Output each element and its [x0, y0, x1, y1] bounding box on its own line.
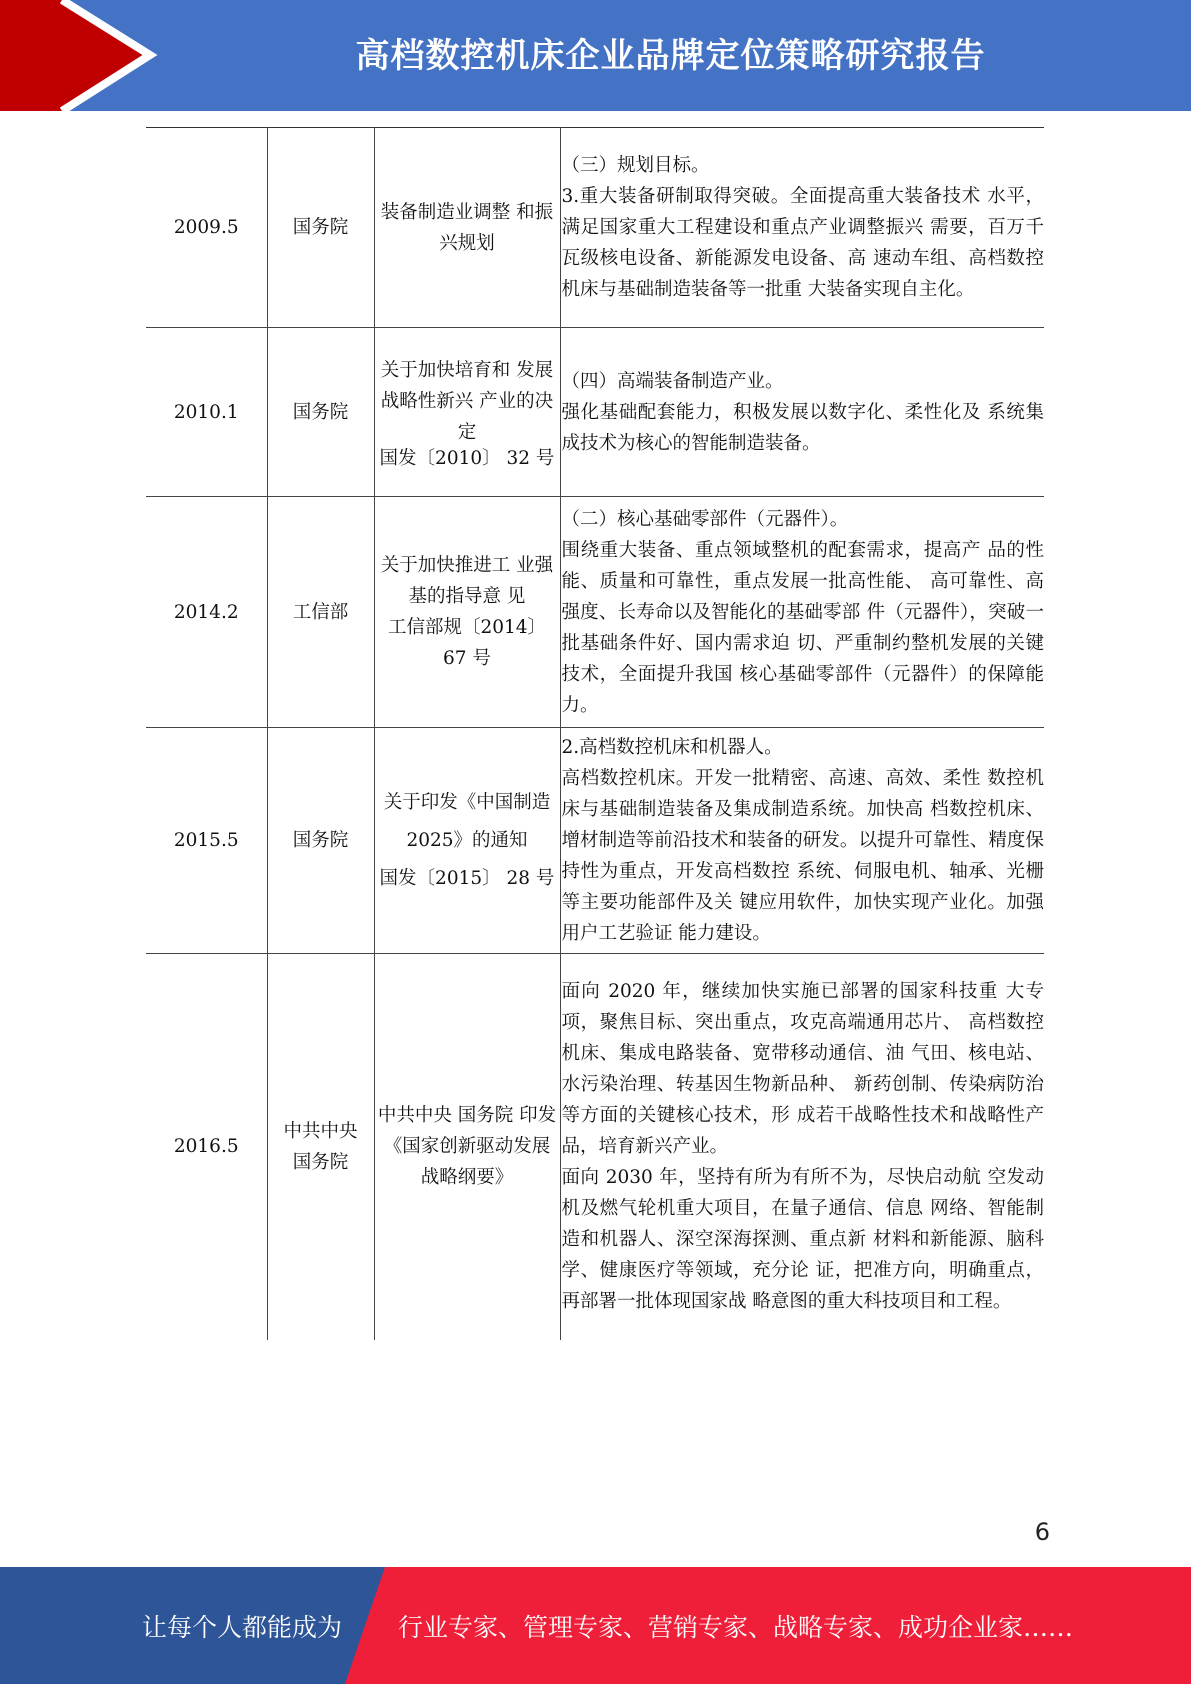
- policy-title: [374, 328, 560, 497]
- policy-content: [560, 328, 1044, 497]
- policy-department: [267, 954, 374, 1340]
- table-row: [146, 497, 1044, 728]
- policy-department: 国务院: [267, 728, 374, 954]
- policy-date: 2014.2: [146, 497, 267, 728]
- report-title: 高档数控机床企业品牌定位策略研究报告: [355, 35, 986, 76]
- table-row: [146, 128, 1044, 328]
- policy-document-number: 工信部规〔2014〕 67 号: [387, 617, 547, 669]
- policy-table: [146, 127, 1044, 1340]
- policy-document-number: 国发〔2010〕 32 号: [379, 447, 555, 469]
- policy-content-paragraph: 面向 2030 年，坚持有所为有所不为，尽快启动航 空发动机及燃气轮机重大项目，在量子通信、信息 网络、智能制造和机器人、深空深海探测、重点新 材料和新能源、脑科学、健康医疗等领域，充分论 证，把准方向，明确重点，再部署一批体现国家战 略意图的重大科技项目和工程。: [561, 1167, 1044, 1313]
- policy-title-text: 关于加快推进工 业强基的指导意 见: [380, 555, 554, 607]
- policy-content-paragraph: 高档数控机床。开发一批精密、高速、高效、柔性 数控机床与基础制造装备及集成制造系统。加快高 档数控机床、增材制造等前沿技术和装备的研发。以提升可靠性、精度保持性为重点，开发高档数控 系统、伺服电机、轴承、光栅等主要功能部件及关 键应用软件，加快实现产业化。加强用户工艺验证 能力建设。: [561, 768, 1044, 944]
- policy-document-number: 《国家创新驱动发展战略纲要》: [383, 1136, 551, 1189]
- policy-content: [560, 954, 1044, 1340]
- policy-content-paragraph: 面向 2020 年，继续加快实施已部署的国家科技重 大专项，聚焦目标、突出重点，攻克高端通用芯片、 高档数控机床、集成电路装备、宽带移动通信、油 气田、核电站、水污染治理、转基因生物新品种、 新药创制、传染病防治等方面的关键核心技术，形 成若干战略性技术和战略性产品，培育新兴产业。: [561, 981, 1044, 1158]
- policy-department-text: 中共中央 国务院: [283, 1120, 358, 1173]
- footer-slogan-left: 让每个人都能成为: [142, 1612, 343, 1642]
- page-header: [0, 0, 1191, 111]
- header-arrow-decoration: [0, 0, 160, 111]
- policy-department: 国务院: [267, 328, 374, 497]
- table-row: [146, 954, 1044, 1340]
- policy-date: 2015.5: [146, 728, 267, 954]
- table-row: [146, 728, 1044, 954]
- policy-document-number: 国发〔2015〕 28 号: [379, 867, 555, 889]
- policy-content: [560, 497, 1044, 728]
- policy-content-heading: （三）规划目标。: [561, 155, 710, 176]
- page-number: 6: [1034, 1518, 1050, 1546]
- policy-content: [560, 128, 1044, 328]
- table-row: [146, 328, 1044, 497]
- policy-date: 2010.1: [146, 328, 267, 497]
- policy-title: [374, 497, 560, 728]
- policy-content: [560, 728, 1044, 954]
- policy-title-text: 关于加快培育和 发展战略性新兴 产业的决定: [380, 359, 554, 443]
- policy-content-paragraph: 围绕重大装备、重点领域整机的配套需求，提高产 品的性能、质量和可靠性，重点发展一批高性能、 高可靠性、高强度、长寿命以及智能化的基础零部 件（元器件），突破一批基础条件好、国内需求迫 切、严重制约整机发展的关键技术，全面提升我国 核心基础零部件（元器件）的保障能力。: [561, 539, 1044, 716]
- policy-content-heading: 2.高档数控机床和机器人。: [561, 737, 783, 758]
- policy-title: [374, 954, 560, 1340]
- policy-date: 2009.5: [146, 128, 267, 328]
- policy-title: [374, 128, 560, 328]
- policy-content-paragraph: 强化基础配套能力，积极发展以数字化、柔性化及 系统集成技术为核心的智能制造装备。: [561, 401, 1044, 454]
- policy-title-text: 关于印发《中国制造 2025》的通知: [383, 791, 551, 851]
- policy-title-text: 中共中央 国务院 印发: [377, 1105, 557, 1127]
- policy-title: [374, 728, 560, 954]
- policy-department: 工信部: [267, 497, 374, 728]
- footer-slogan-right: 行业专家、管理专家、营销专家、战略专家、成功企业家……: [398, 1612, 1074, 1642]
- policy-content-heading: （二）核心基础零部件（元器件）。: [561, 508, 849, 530]
- policy-date: 2016.5: [146, 954, 267, 1340]
- page-footer: [0, 1567, 1191, 1684]
- policy-content-heading: （四）高端装备制造产业。: [561, 370, 784, 392]
- policy-department: 国务院: [267, 128, 374, 328]
- policy-content-paragraph: 3.重大装备研制取得突破。全面提高重大装备技术 水平，满足国家重大工程建设和重点产业调整振兴 需要，百万千瓦级核电设备、新能源发电设备、高 速动车组、高档数控机床与基础制造装备等一批重 大装备实现自主化。: [561, 186, 1044, 300]
- policy-title-text: 装备制造业调整 和振兴规划: [380, 201, 554, 254]
